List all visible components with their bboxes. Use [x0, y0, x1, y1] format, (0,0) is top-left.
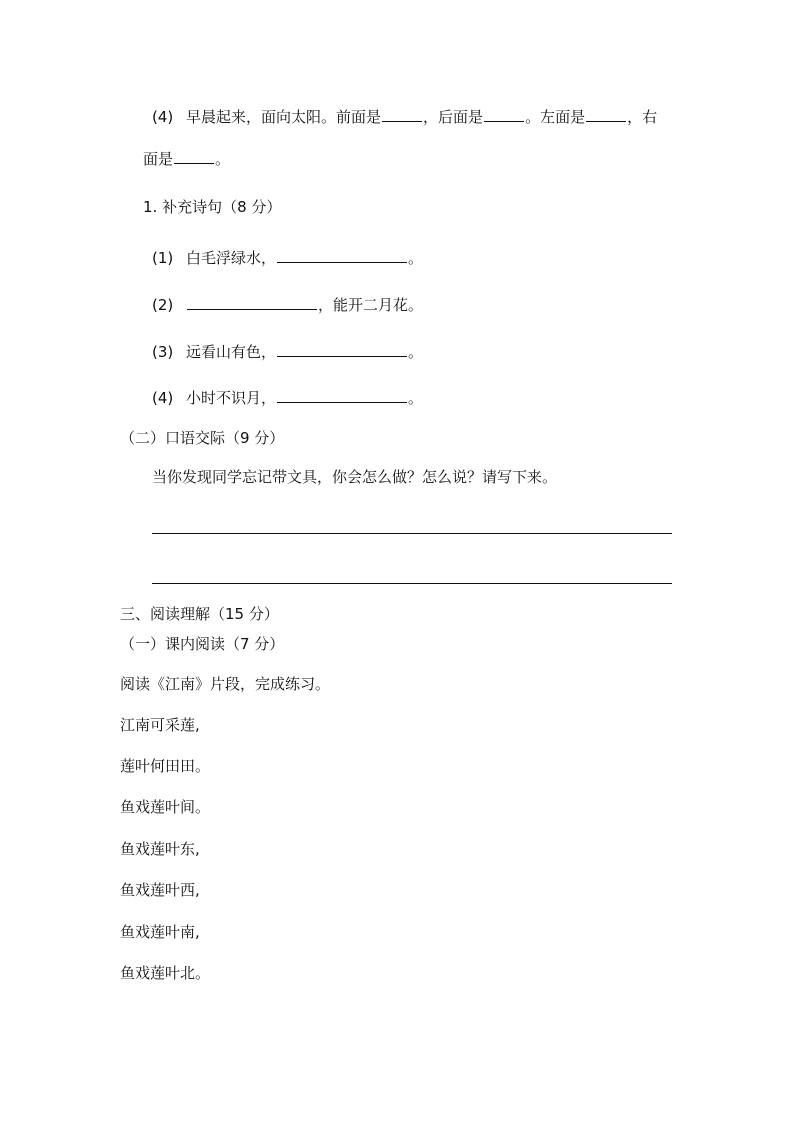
question-text: ，右 — [627, 108, 658, 126]
answer-blank[interactable] — [277, 342, 407, 357]
subsection-heading: （一）课内阅读（7 分） — [120, 635, 285, 653]
answer-blank[interactable] — [174, 149, 214, 164]
item-text-after: 。 — [408, 343, 424, 361]
item-text-after: 。 — [408, 249, 424, 267]
question-text: 面是 — [143, 150, 174, 168]
question-text: ，后面是 — [423, 108, 484, 126]
item-text-after: ，能开二月花。 — [318, 296, 424, 314]
item-text-before: 小时不识月， — [186, 389, 277, 407]
poem-line: 鱼戏莲叶东, — [120, 840, 200, 858]
poem-question-2 — [152, 295, 423, 315]
item-label: (2) — [152, 296, 174, 314]
answer-blank[interactable] — [277, 388, 407, 403]
question-text: 早晨起来，面向太阳。前面是 — [186, 108, 382, 126]
item-label: (4) — [152, 389, 174, 407]
item-label: (1) — [152, 249, 174, 267]
poem-line: 鱼戏莲叶西, — [120, 881, 200, 899]
item-text-after: 。 — [408, 389, 424, 407]
section-heading: 三、阅读理解（15 分） — [120, 605, 279, 623]
answer-writing-line[interactable] — [152, 533, 672, 534]
question-4-directions-line1 — [152, 107, 657, 127]
answer-blank[interactable] — [586, 107, 626, 122]
poem-line: 江南可采莲, — [120, 716, 200, 734]
poem-question-1 — [152, 248, 423, 268]
poem-line: 莲叶何田田。 — [120, 757, 211, 775]
section-heading: 1. 补充诗句（8 分） — [143, 198, 282, 216]
question-label: (4) — [152, 108, 174, 126]
answer-blank[interactable] — [484, 107, 524, 122]
answer-writing-line[interactable] — [152, 583, 672, 584]
question-4-directions-line2 — [143, 149, 230, 169]
poem-question-4 — [152, 388, 423, 408]
section-heading: （二）口语交际（9 分） — [120, 429, 285, 447]
poem-line: 鱼戏莲叶南, — [120, 923, 200, 941]
question-text: 。 — [215, 150, 231, 168]
item-text-before: 远看山有色， — [186, 343, 277, 361]
poem-question-3 — [152, 342, 423, 362]
oral-prompt: 当你发现同学忘记带文具，你会怎么做？怎么说？请写下来。 — [152, 468, 558, 486]
reading-instruction: 阅读《江南》片段，完成练习。 — [120, 675, 331, 693]
item-text-before: 白毛浮绿水， — [186, 249, 277, 267]
answer-blank[interactable] — [382, 107, 422, 122]
answer-blank[interactable] — [187, 295, 317, 310]
item-label: (3) — [152, 343, 174, 361]
poem-line: 鱼戏莲叶间。 — [120, 798, 211, 816]
poem-line: 鱼戏莲叶北。 — [120, 964, 211, 982]
answer-blank[interactable] — [277, 248, 407, 263]
question-text: 。左面是 — [525, 108, 586, 126]
